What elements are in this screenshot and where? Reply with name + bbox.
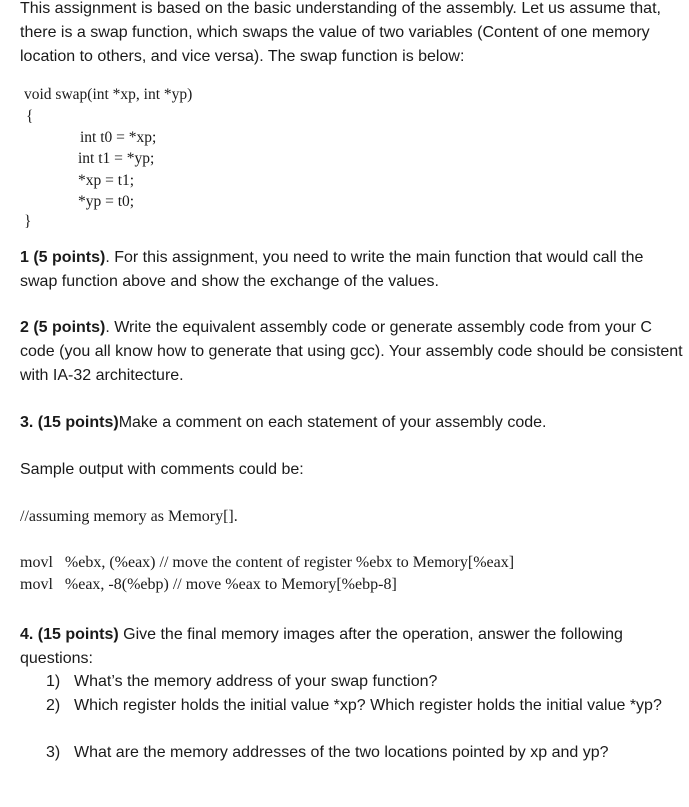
question-1-heading: 1 (5 points) [20,249,106,266]
code-close-brace: } [24,213,32,230]
question-4-heading: 4. (15 points) [20,626,119,643]
question-2-heading: 2 (5 points) [20,319,106,336]
question-3-text: Make a comment on each statement of your assembly code. [118,414,547,431]
list-item [46,670,686,694]
sample-line-1: movl %ebx, (%eax) // move the content of register %ebx to Memory[%eax] [20,554,515,571]
sample-comment: //assuming memory as Memory[]. [20,508,238,525]
question-1 [20,246,685,294]
code-line-4: *yp = t0; [78,193,135,210]
list-item [46,694,686,742]
list-item-number: 2) [46,697,61,714]
question-2 [20,316,685,388]
question-3-heading: 3. (15 points) [20,414,119,431]
sample-line-2: movl %eax, -8(%ebp) // move %eax to Memory[%ebp-8] [20,576,397,593]
code-open-brace: { [26,108,34,125]
intro-paragraph: This assignment is based on the basic understanding of the assembly. Let us assume that, there is a swap function, which swaps the value of two variables (Content of one memory location to others, and vice versa). The swap function is below: [20,0,661,65]
question-1-text: . For this assignment, you need to write the main function that would call the swap function above and show the exchange of the values. [20,249,644,290]
code-line-1: int t0 = *xp; [80,129,157,146]
question-4 [20,623,685,671]
question-4-text: Give the final memory images after the operation, answer the following questions: [20,626,623,667]
question-3 [20,411,685,435]
list-item-number: 3) [46,744,61,761]
list-item-text: What are the memory addresses of the two locations pointed by xp and yp? [74,744,609,761]
list-item-text: Which register holds the initial value *xp? Which register holds the initial value *yp? [74,697,662,714]
code-signature: void swap(int *xp, int *yp) [24,86,193,103]
code-line-3: *xp = t1; [78,172,135,189]
code-line-2: int t1 = *yp; [78,150,155,167]
list-item [46,741,686,765]
list-item-text: What’s the memory address of your swap function? [74,673,438,690]
sample-label: Sample output with comments could be: [20,461,304,478]
question-2-text: . Write the equivalent assembly code or generate assembly code from your C code (you all know how to generate that using gcc). Your assembly code should be consistent with IA-32 architecture. [20,319,683,384]
list-item-number: 1) [46,673,61,690]
